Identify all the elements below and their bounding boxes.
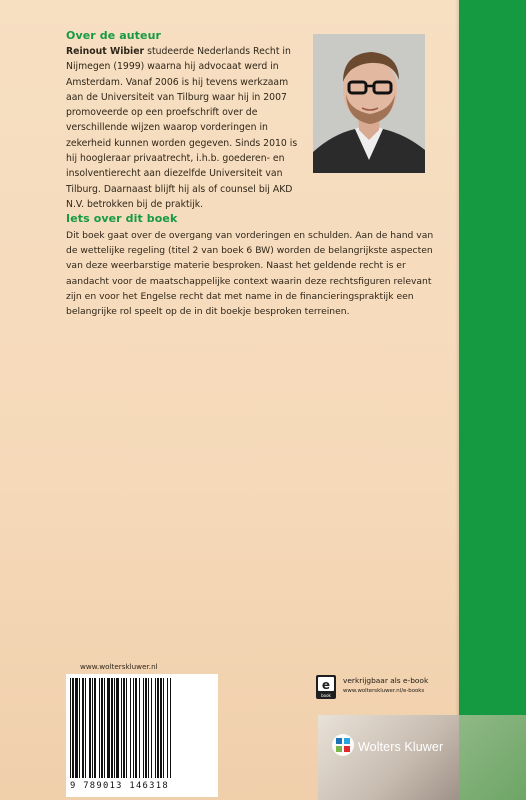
book-description: Dit boek gaat over de overgang van vorderingen en schulden. Aan de hand van de wettelijke regeling (titel 2 van boek 6 BW) worden de belangrijkste aspecten van deze weerbarstige materie besproken. Naast het geldende recht is er aandacht voor de maatschappelijke context waarin deze rechtsfiguren relevant zijn en voor het Engelse recht dat met name in de financieringspraktijk een belangrijke rol speelt op de in dit boekje besproken terreinen. — [66, 230, 434, 318]
ebook-url: www.wolterskluwer.nl/e-books — [343, 688, 425, 694]
barcode-bars — [66, 674, 218, 784]
ebook-icon — [316, 675, 336, 699]
isbn-number: 9 789013 146318 — [70, 781, 169, 791]
publisher-name: Wolters Kluwer — [358, 740, 444, 754]
green-spine-band — [459, 0, 526, 800]
author-portrait-image — [313, 34, 425, 173]
publisher-website: www.wolterskluwer.nl — [80, 662, 158, 671]
ebook-availability-label: verkrijgbaar als e-book — [343, 676, 429, 685]
book-heading: Iets over dit boek — [66, 212, 178, 225]
author-photo — [313, 34, 425, 173]
isbn-barcode — [66, 674, 218, 797]
ebook-icon-letter: e — [321, 678, 331, 692]
author-heading: Over de auteur — [66, 29, 162, 42]
publisher-logo-panel — [318, 715, 459, 800]
wolters-kluwer-logo-icon — [331, 733, 355, 757]
author-name: Reinout Wibier — [66, 46, 145, 57]
author-bio — [66, 44, 306, 212]
author-bio-text: studeerde Nederlands Recht in Nijmegen (1999) waarna hij advocaat werd in Amsterdam. Vanaf 2006 is hij tevens werkzaam aan de Universiteit van Tilburg waar hij in 2007 promoveerde op een proefschrift over de verschillende wijzen waarop vorderingen in zekerheid kunnen worden gegeven. Sinds 2010 is hij hoogleraar privaatrecht, i.h.b. goederen- en insolventierecht aan diezelfde Universiteit van Tilburg. Daarnaast blijft hij als of counsel bij AKD N.V. betrokken bij de praktijk. — [66, 46, 298, 210]
ebook-icon-sub: book — [321, 693, 331, 698]
